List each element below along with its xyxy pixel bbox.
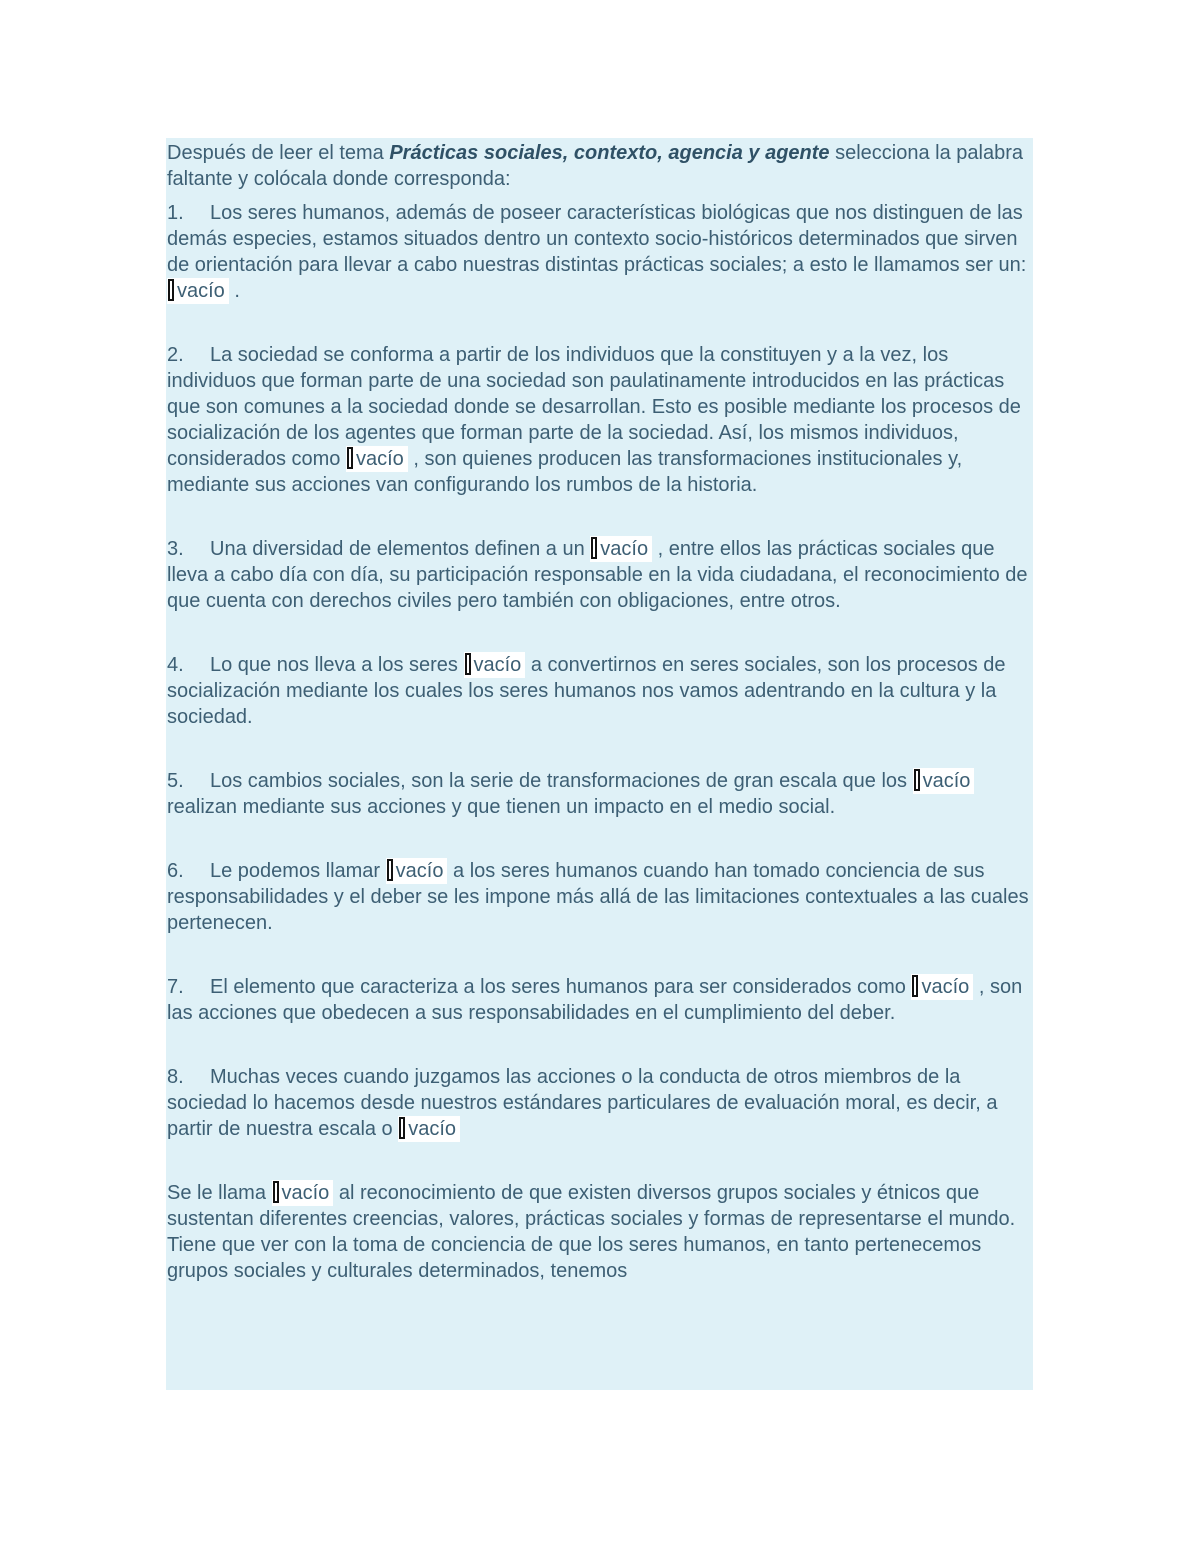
text-cursor-icon (591, 537, 597, 559)
blank-placeholder: vacío (921, 976, 970, 998)
question-number: 7. (167, 976, 184, 998)
question-text-before: Muchas veces cuando juzgamos las acciones o la conducta de otros miembros de la sociedad lo hacemos desde nuestros estándares particulares de evaluación moral, es decir, a partir de nuestra escala o (167, 1066, 998, 1140)
question-number: 4. (167, 654, 184, 676)
question-7 (167, 974, 1031, 1026)
instructions (167, 140, 1031, 192)
question-content (166, 138, 1033, 1284)
question-text-after: , son las acciones que obedecen a sus responsabilidades en el cumplimiento del deber. (167, 976, 1023, 1024)
blank-placeholder: vacío (600, 538, 649, 560)
blank-dropdown-1[interactable] (167, 278, 229, 304)
question-number: 2. (167, 344, 184, 366)
blank-dropdown-3[interactable] (590, 536, 652, 562)
blank-placeholder: vacío (281, 1182, 330, 1204)
blank-placeholder: vacío (395, 860, 444, 882)
text-cursor-icon (387, 859, 393, 881)
blank-placeholder: vacío (355, 448, 404, 470)
question-text-after: , entre ellos las prácticas sociales que lleva a cabo día con día, su participación responsable en la vida ciudadana, el reconocimiento de que cuenta con derechos civiles pero también con obligaciones, entre otros. (167, 538, 1028, 612)
question-text-before: Se le llama (167, 1182, 272, 1204)
text-cursor-icon (347, 447, 353, 469)
question-text-before: El elemento que caracteriza a los seres humanos para ser considerados como (210, 976, 912, 998)
blank-dropdown-7[interactable] (911, 974, 973, 1000)
blank-dropdown-8[interactable] (398, 1116, 460, 1142)
question-number: 6. (167, 860, 184, 882)
question-number: 5. (167, 770, 184, 792)
question-panel (166, 138, 1033, 1390)
question-2 (167, 342, 1031, 498)
blank-dropdown-5[interactable] (913, 768, 975, 794)
question-text-after: , son quienes producen las transformaciones institucionales y, mediante sus acciones van configurando los rumbos de la historia. (167, 448, 963, 496)
question-text-after: . (228, 280, 240, 302)
topic-title: Prácticas sociales, contexto, agencia y agente (389, 142, 830, 164)
blank-placeholder: vacío (922, 770, 971, 792)
question-text-after: a los seres humanos cuando han tomado conciencia de sus responsabilidades y el deber se les impone más allá de las limitaciones contextuales a las cuales pertenecen. (167, 860, 1029, 934)
question-text-before: Le podemos llamar (210, 860, 386, 882)
question-text-before: Una diversidad de elementos definen a un (210, 538, 591, 560)
instructions-text-end: selecciona la palabra faltante y colócala donde corresponda: (167, 142, 1024, 190)
text-cursor-icon (465, 653, 471, 675)
question-text-after: a convertirnos en seres sociales, son los procesos de socialización mediante los cuales los seres humanos nos vamos adentrando en la cultura y la sociedad. (167, 654, 1006, 728)
question-number: 3. (167, 538, 184, 560)
question-text-after: al reconocimiento de que existen diversos grupos sociales y étnicos que sustentan diferentes creencias, valores, prácticas sociales y formas de representarse el mundo. Tiene que ver con la toma de conciencia de que los seres humanos, en tanto pertenecemos grupos sociales y culturales determinados, tenemos (167, 1182, 1016, 1282)
question-text-before: La sociedad se conforma a partir de los individuos que la constituyen y a la vez, los individuos que forman parte de una sociedad son paulatinamente introducidos en las prácticas que son comunes a la sociedad donde se desarrollan. Esto es posible mediante los procesos de socialización de los agentes que forman parte de la sociedad. Así, los mismos individuos, considerados como (167, 344, 1021, 470)
question-9 (167, 1180, 1031, 1284)
question-number: 8. (167, 1066, 184, 1088)
question-number: 1. (167, 202, 184, 224)
question-3 (167, 536, 1031, 614)
text-cursor-icon (914, 769, 920, 791)
text-cursor-icon (168, 279, 174, 301)
question-1 (167, 200, 1031, 304)
blank-placeholder: vacío (177, 280, 225, 302)
blank-placeholder: vacío (408, 1118, 457, 1140)
text-cursor-icon (273, 1181, 279, 1203)
blank-placeholder: vacío (473, 654, 522, 676)
question-4 (167, 652, 1031, 730)
question-text-before: Lo que nos lleva a los seres (210, 654, 464, 676)
question-text-before: Los seres humanos, además de poseer características biológicas que nos distinguen de las demás especies, estamos situados dentro un contexto socio-históricos determinados que sirven de orientación para llevar a cabo nuestras distintas prácticas sociales; a esto le llamamos ser un: (167, 202, 1027, 276)
question-8 (167, 1064, 1031, 1142)
text-cursor-icon (912, 975, 918, 997)
text-cursor-icon (399, 1117, 405, 1139)
question-text-after: realizan mediante sus acciones y que tienen un impacto en el medio social. (167, 796, 836, 818)
question-5 (167, 768, 1031, 820)
blank-dropdown-6[interactable] (386, 858, 448, 884)
blank-dropdown-4[interactable] (464, 652, 526, 678)
question-text-before: Los cambios sociales, son la serie de transformaciones de gran escala que los (210, 770, 913, 792)
blank-dropdown-2[interactable] (346, 446, 408, 472)
question-6 (167, 858, 1031, 936)
blank-dropdown-9[interactable] (272, 1180, 334, 1206)
instructions-text-start: Después de leer el tema (167, 142, 390, 164)
